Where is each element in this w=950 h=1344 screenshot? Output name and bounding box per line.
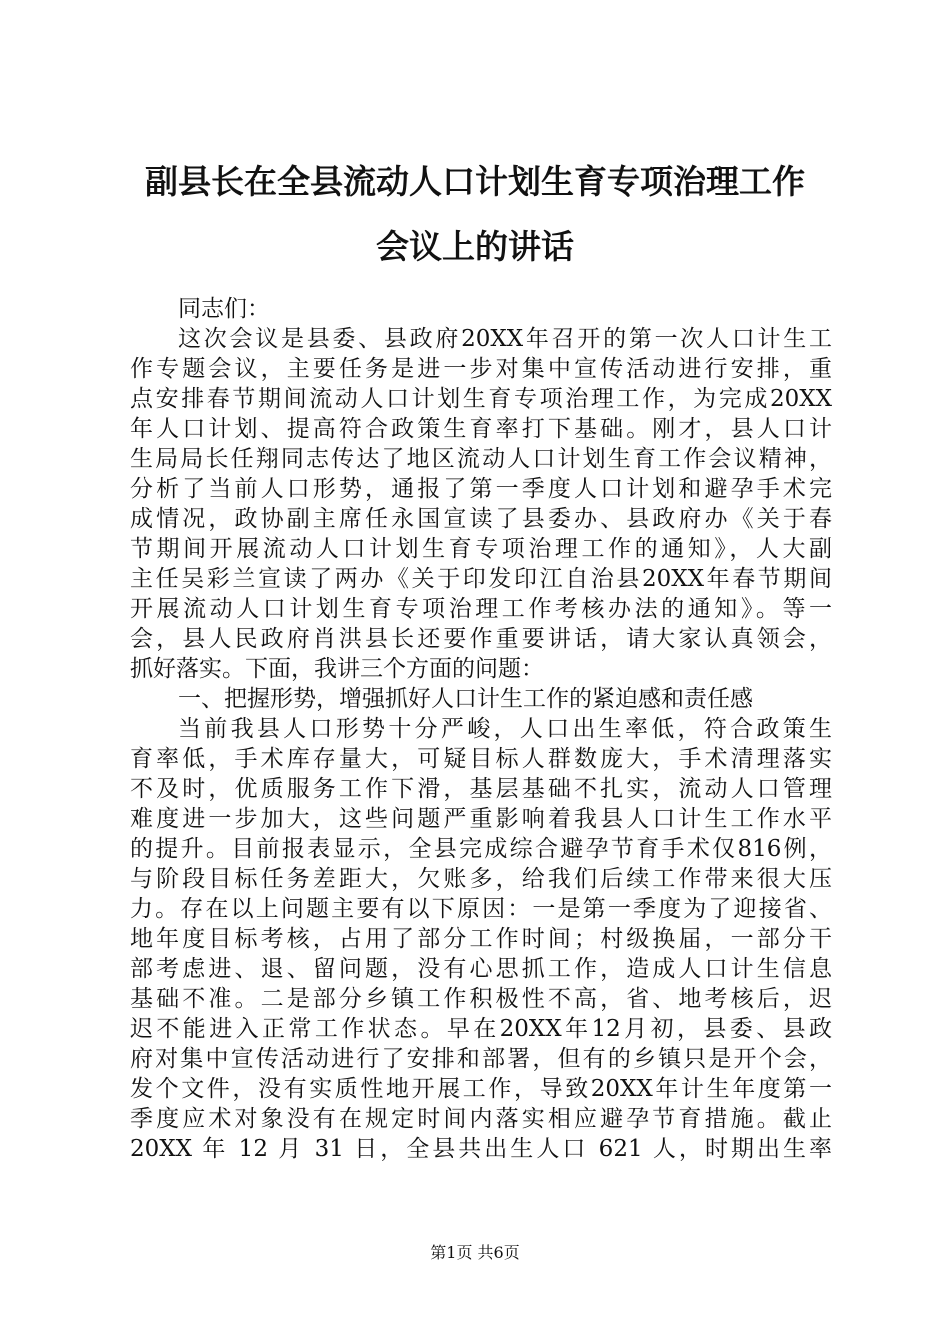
document-title	[100, 158, 850, 271]
paragraph-line: 主任吴彩兰宣读了两办《关于印发印江自治县20XX年春节期间	[130, 566, 832, 592]
title-line-1: 副县长在全县流动人口计划生育专项治理工作	[145, 162, 805, 201]
paragraph-line: 年人口计划、提高符合政策生育率打下基础。刚才，县人口计	[130, 416, 832, 442]
paragraph-line: 节期间开展流动人口计划生育专项治理工作的通知》，人大副	[130, 536, 832, 562]
paragraph-line: 府对集中宣传活动进行了安排和部署，但有的乡镇只是开个会，	[130, 1046, 832, 1072]
page-number-footer: 第1页 共6页	[430, 1243, 520, 1262]
paragraph-line: 部考虑进、退、留问题，没有心思抓工作，造成人口计生信息	[130, 956, 832, 982]
paragraph-line: 点安排春节期间流动人口计划生育专项治理工作，为完成20XX	[130, 386, 832, 412]
paragraph-line: 基础不准。二是部分乡镇工作积极性不高，省、地考核后，迟	[130, 986, 832, 1012]
paragraph-line: 育率低，手术库存量大，可疑目标人群数庞大，手术清理落实	[130, 746, 832, 772]
paragraph-line: 作专题会议，主要任务是进一步对集中宣传活动进行安排，重	[130, 356, 832, 382]
title-line-2: 会议上的讲话	[376, 227, 574, 266]
paragraph-line: 不及时，优质服务工作下滑，基层基础不扎实，流动人口管理	[130, 776, 832, 802]
paragraph-line: 难度进一步加大，这些问题严重影响着我县人口计生工作水平	[130, 806, 832, 832]
paragraph-line: 力。存在以上问题主要有以下原因：一是第一季度为了迎接省、	[130, 896, 832, 922]
paragraph-line: 季度应术对象没有在规定时间内落实相应避孕节育措施。截止	[130, 1106, 832, 1132]
paragraph-line: 发个文件，没有实质性地开展工作，导致20XX年计生年度第一	[130, 1076, 832, 1102]
paragraph-line: 20XX 年 12 月 31 日，全县共出生人口 621 人，时期出生率	[130, 1136, 832, 1162]
paragraph-line: 成情况，政协副主席任永国宣读了县委办、县政府办《关于春	[130, 506, 832, 532]
paragraph-line: 迟不能进入正常工作状态。早在20XX年12月初，县委、县政	[130, 1016, 832, 1042]
paragraph-line: 与阶段目标任务差距大，欠账多，给我们后续工作带来很大压	[130, 866, 832, 892]
paragraph-line: 抓好落实。下面，我讲三个方面的问题：	[130, 656, 544, 682]
paragraph-line: 地年度目标考核，占用了部分工作时间；村级换届，一部分干	[130, 926, 832, 952]
paragraph-line: 的提升。目前报表显示，全县完成综合避孕节育手术仅816例，	[130, 836, 832, 862]
paragraph-line: 生局局长任翔同志传达了地区流动人口计划生育工作会议精神，	[130, 446, 832, 472]
section-heading: 一、把握形势，增强抓好人口计生工作的紧迫感和责任感	[178, 686, 753, 712]
paragraph-line: 当前我县人口形势十分严峻，人口出生率低，符合政策生	[178, 716, 832, 742]
salutation: 同志们：	[178, 296, 270, 322]
document-body	[130, 294, 832, 1164]
paragraph-line: 会，县人民政府肖洪县长还要作重要讲话，请大家认真领会，	[130, 626, 832, 652]
paragraph-line: 分析了当前人口形势，通报了第一季度人口计划和避孕手术完	[130, 476, 832, 502]
paragraph-line: 开展流动人口计划生育专项治理工作考核办法的通知》。等一	[130, 596, 832, 622]
paragraph-line: 这次会议是县委、县政府20XX年召开的第一次人口计生工	[178, 326, 832, 352]
